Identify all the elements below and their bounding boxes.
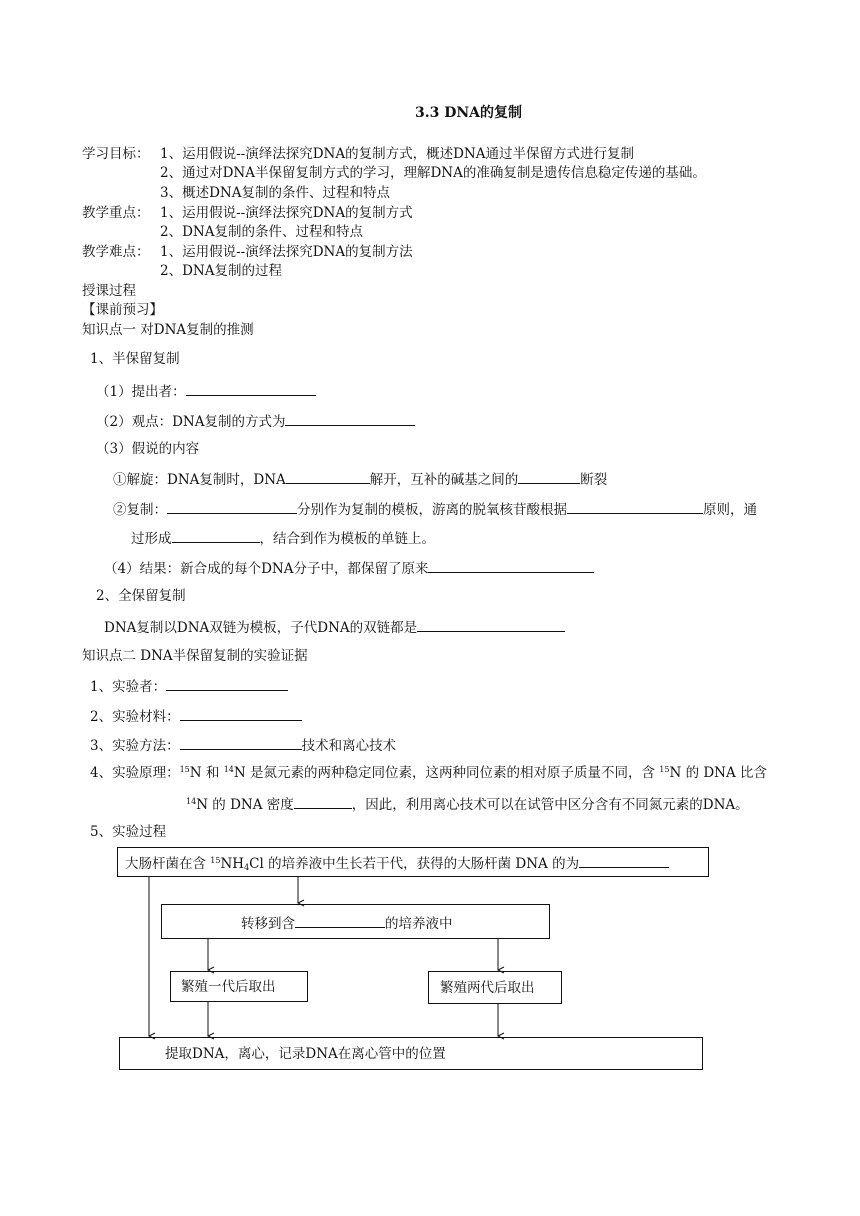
replication-text-a: ②复制： [113, 502, 167, 518]
experimenter-label: 1、实验者： [90, 679, 167, 695]
transfer-text-a: 转移到含 [241, 916, 295, 932]
objective-item: 3、概述DNA复制的条件、过程和特点 [160, 185, 390, 201]
section1-heading: 知识点一 对DNA复制的推测 [82, 322, 254, 338]
objective-item: 2、通过对DNA半保留复制方式的学习，理解DNA的准确复制是遗传信息稳定传递的基础。 [160, 165, 706, 181]
method-text: 技术和离心技术 [301, 738, 397, 754]
section2-heading: 知识点二 DNA半保留复制的实验证据 [82, 648, 308, 664]
transfer-text-b: 的培养液中 [385, 916, 453, 932]
difficulties-label: 教学难点： [82, 244, 150, 260]
hypothesis-heading: （3）假说的内容 [96, 441, 200, 457]
material-label: 2、实验材料： [90, 709, 180, 725]
principle-text: N 和 [189, 765, 224, 781]
key-points-label: 教学重点： [82, 205, 150, 221]
objective-item: 1、运用假说--演绎法探究DNA的复制方式，概述DNA通过半保留方式进行复制 [160, 146, 634, 162]
flow-box-gen1-text: 繁殖一代后取出 [181, 979, 276, 995]
principle-text: ，因此，利用离心技术可以在试管中区分含有不同氮元素的DNA。 [351, 797, 749, 813]
replication-text-b: 分别作为复制的模板，游离的脱氧核苷酸根据 [297, 502, 567, 518]
difficulty-item: 1、运用假说--演绎法探究DNA的复制方法 [160, 244, 413, 260]
replication-text-d: 过形成 [131, 531, 172, 547]
unwind-text-a: ①解旋：DNA复制时，DNA [113, 472, 286, 488]
principle-text: N 是氮元素的两种稳定同位素，这两种同位素的相对原子质量不同，含 [233, 765, 660, 781]
key-point-item: 1、运用假说--演绎法探究DNA的复制方式 [160, 205, 413, 221]
isotope-14: 14 [186, 797, 197, 806]
unwind-text-b: 解开，互补的碱基之间的 [369, 472, 519, 488]
isotope-15: 15 [179, 765, 190, 774]
isotope-15: 15 [659, 765, 670, 774]
proposer-label: （1）提出者： [96, 384, 186, 400]
principle-label: 4、实验原理： [90, 765, 180, 781]
viewpoint-label: （2）观点：DNA复制的方式为 [96, 414, 286, 430]
semi-conservative-heading: 1、半保留复制 [90, 351, 180, 367]
page-title: 3.3 DNA的复制 [415, 105, 523, 121]
preview-heading: 【课前预习】 [82, 302, 163, 318]
principle-text: N 的 DNA 比含 [669, 765, 768, 781]
culture-text-a: 大肠杆菌在含 [125, 856, 211, 872]
culture-text-b: NH [220, 856, 245, 872]
method-label: 3、实验方法： [90, 738, 180, 754]
process-heading: 授课过程 [82, 283, 136, 299]
unwind-text-c: 断裂 [580, 472, 608, 488]
key-point-item: 2、DNA复制的条件、过程和特点 [160, 224, 363, 240]
flow-box-gen2-text: 繁殖两代后取出 [440, 980, 535, 996]
full-conservative-heading: 2、全保留复制 [96, 588, 186, 604]
culture-subscript: 4 [244, 863, 250, 872]
replication-text-e: ，结合到作为模板的单链上。 [259, 531, 435, 547]
objectives-label: 学习目标： [82, 146, 150, 162]
procedure-heading: 5、实验过程 [90, 824, 167, 840]
replication-text-c: 原则，通 [703, 502, 757, 518]
difficulty-item: 2、DNA复制的过程 [160, 263, 282, 279]
full-conservative-text: DNA复制以DNA双链为模板，子代DNA的双链都是 [104, 620, 418, 636]
principle-text: N 的 DNA 密度 [196, 797, 294, 813]
culture-text-c: Cl 的培养液中生长若干代，获得的大肠杆菌 DNA 的为 [249, 856, 580, 872]
flow-box-extract-text: 提取DNA，离心，记录DNA在离心管中的位置 [165, 1046, 446, 1062]
culture-isotope: 15 [210, 856, 221, 865]
result-text: （4）结果：新合成的每个DNA分子中，都保留了原来 [104, 561, 429, 577]
isotope-14: 14 [223, 765, 234, 774]
